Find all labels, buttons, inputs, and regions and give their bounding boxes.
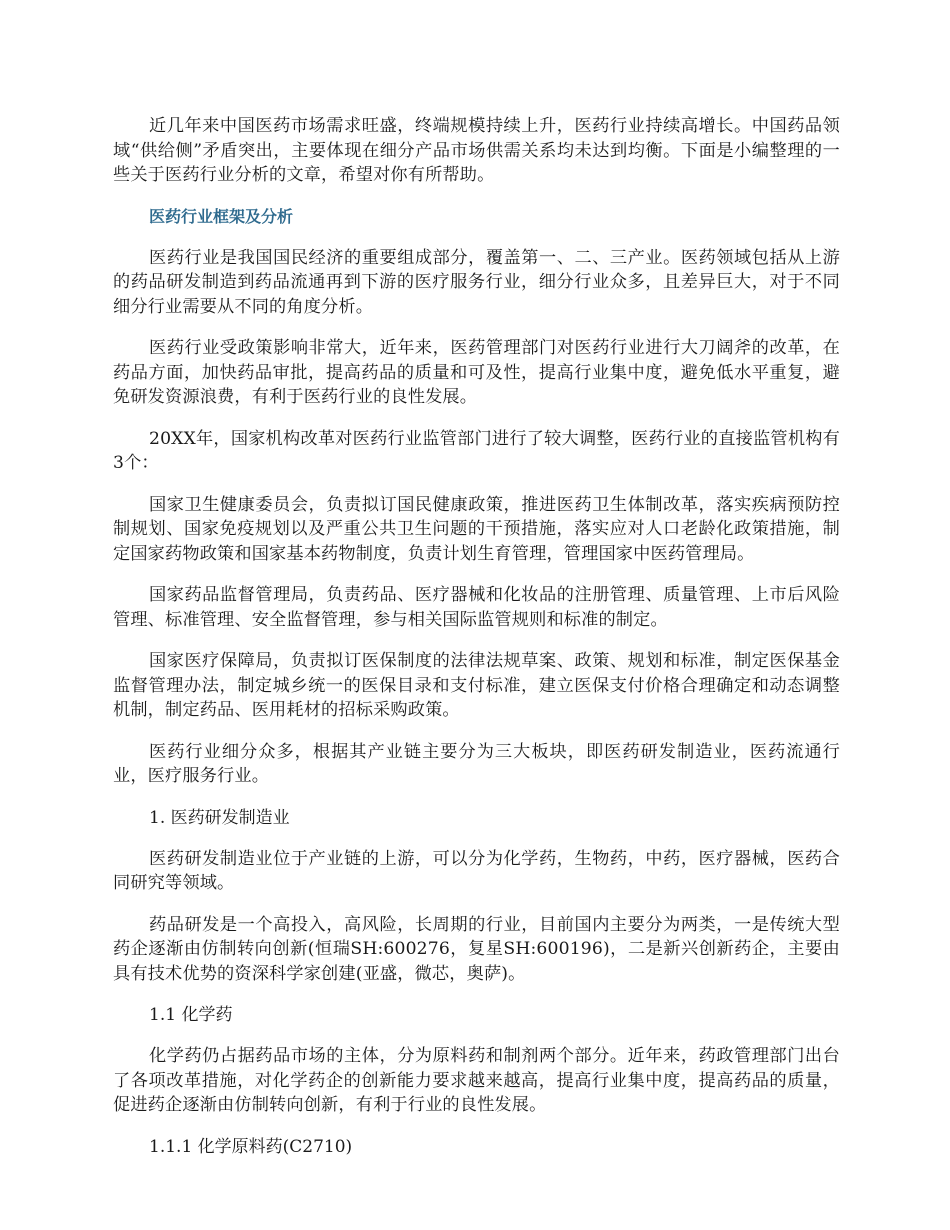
paragraph-policy-impact: 医药行业受政策影响非常大，近年来，医药管理部门对医药行业进行大刀阔斧的改革，在药品方面，加快药品审批，提高药品的质量和可及性，提高行业集中度，避免低水平重复，避免研发资源浪费，有利于医药行业的良性发展。 [113, 338, 840, 407]
paragraph-drug-rd: 药品研发是一个高投入，高风险，长周期的行业，目前国内主要分为两类，一是传统大型药企逐渐由仿制转向创新(恒瑞SH:600276，复星SH:600196)，二是新兴创新药企，主要由具有技术优势的资深科学家创建(亚盛，微芯，奥萨)。 [113, 914, 840, 984]
section-heading: 医药行业框架及分析 [149, 206, 294, 226]
subheading-chemical-api: 1.1.1 化学原料药(C2710) [149, 1136, 353, 1157]
paragraph-healthcare-security: 国家医疗保障局，负责拟订医保制度的法律法规草案、政策、规划和标准，制定医保基金监督管理办法，制定城乡统一的医保目录和支付标准，建立医保支付价格合理确定和动态调整机制，制定药品、医用耗材的招标采购政策。 [113, 651, 840, 720]
intro-paragraph: 近几年来中国医药市场需求旺盛，终端规模持续上升，医药行业持续高增长。中国药品领域“供给侧”矛盾突出，主要体现在细分产品市场供需关系均未达到均衡。下面是小编整理的一些关于医药行业分析的文章，希望对你有所帮助。 [113, 116, 840, 185]
paragraph-health-commission: 国家卫生健康委员会，负责拟订国民健康政策，推进医药卫生体制改革，落实疾病预防控制规划、国家免疫规划以及严重公共卫生问题的干预措施，落实应对人口老龄化政策措施，制定国家药物政策和国家基本药物制度，负责计划生育管理，管理国家中医药管理局。 [113, 494, 840, 564]
paragraph-chemical-drugs: 化学药仍占据药品市场的主体，分为原料药和制剂两个部分。近年来，药政管理部门出台了各项改革措施，对化学药企的创新能力要求越来越高，提高行业集中度，提高药品的质量，促进药企逐渐由仿制转向创新，有利于行业的良性发展。 [113, 1046, 840, 1115]
paragraph-regulators: 20XX年，国家机构改革对医药行业监管部门进行了较大调整，医药行业的直接监管机构有3个： [113, 428, 840, 473]
subheading-rd-manufacturing: 1. 医药研发制造业 [149, 807, 290, 828]
paragraph-industry-overview: 医药行业是我国国民经济的重要组成部分，覆盖第一、二、三产业。医药领域包括从上游的药品研发制造到药品流通再到下游的医疗服务行业，细分行业众多，且差异巨大，对于不同细分行业需要从不同的角度分析。 [113, 247, 840, 317]
paragraph-rd-fields: 医药研发制造业位于产业链的上游，可以分为化学药，生物药，中药，医疗器械，医药合同研究等领域。 [113, 848, 840, 893]
paragraph-industry-segments: 医药行业细分众多，根据其产业链主要分为三大板块，即医药研发制造业，医药流通行业，医疗服务行业。 [113, 741, 840, 786]
document-page [113, 100, 840, 1176]
paragraph-drug-administration: 国家药品监督管理局，负责药品、医疗器械和化妆品的注册管理、质量管理、上市后风险管理、标准管理、安全监督管理，参与相关国际监管规则和标准的制定。 [113, 585, 840, 630]
subheading-chemical-drugs: 1.1 化学药 [149, 1005, 233, 1025]
